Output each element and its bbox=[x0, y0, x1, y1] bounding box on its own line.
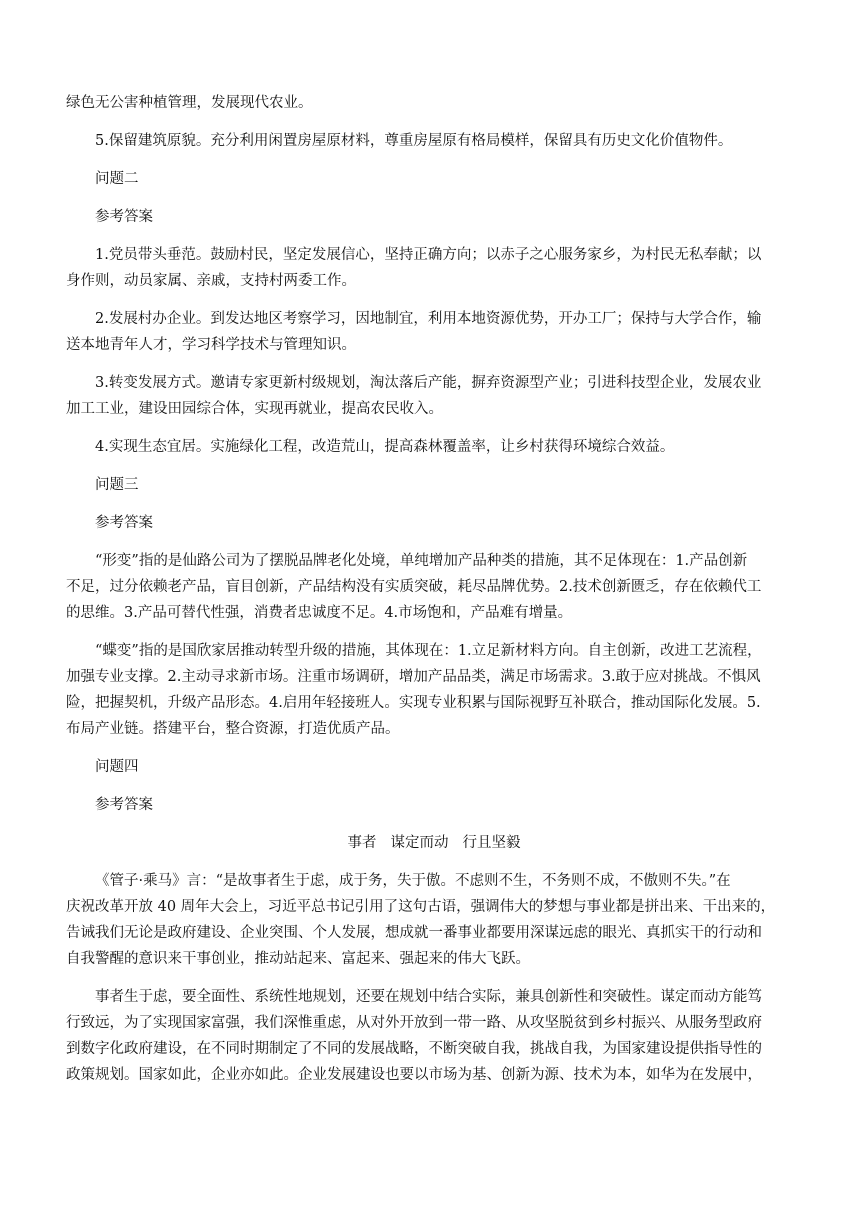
paragraph-continuation bbox=[66, 90, 802, 116]
paragraph-item-5 bbox=[66, 128, 802, 154]
text-line: 3.转变发展方式。邀请专家更新村级规划，淘汰落后产能，摒弃资源型产业；引进科技型企业，发展农业 bbox=[95, 375, 762, 391]
text-line: 布局产业链。搭建平台，整合资源，打造优质产品。 bbox=[66, 721, 400, 737]
text-line: 加强专业支撑。2.主动寻求新市场。注重市场调研，增加产品品类，满足市场需求。3.敢于应对挑战。不惧风 bbox=[66, 669, 761, 685]
paragraph-q2-item-4 bbox=[66, 434, 802, 460]
text-line: “形变”指的是仙路公司为了摆脱品牌老化处境，单纯增加产品种类的措施，其不足体现在：1.产品创新 bbox=[95, 553, 748, 569]
question-heading-2: 问题二 bbox=[95, 171, 139, 187]
text-line: 的思维。3.产品可替代性强，消费者忠诚度不足。4.市场饱和，产品难有增量。 bbox=[66, 605, 573, 621]
text-line: 1.党员带头垂范。鼓励村民，坚定发展信心，坚持正确方向；以赤子之心服务家乡，为村民无私奉献；以 bbox=[95, 247, 762, 263]
paragraph-xingbian bbox=[66, 548, 802, 626]
text-line: 到数字化政府建设，在不同时期制定了不同的发展战略，不断突破自我，挑战自我，为国家建设提供指导性的 bbox=[66, 1041, 762, 1057]
text-line: “蝶变”指的是国欣家居推动转型升级的措施，其体现在：1.立足新材料方向。自主创新，改进工艺流程， bbox=[95, 643, 762, 659]
text-line: 送本地青年人才，学习科学技术与管理知识。 bbox=[66, 337, 356, 353]
text-line: 加工工业，建设田园综合体，实现再就业，提高农民收入。 bbox=[66, 401, 443, 417]
text-line: 绿色无公害种植管理，发展现代农业。 bbox=[66, 95, 313, 111]
answer-label-3: 参考答案 bbox=[95, 515, 153, 531]
essay-title bbox=[66, 830, 802, 856]
essay-paragraph-1 bbox=[66, 868, 802, 972]
text-line: 身作则，动员家属、亲戚，支持村两委工作。 bbox=[66, 273, 356, 289]
text-line: 政策规划。国家如此，企业亦如此。企业发展建设也要以市场为基、创新为源、技术为本，如华为在发展中， bbox=[66, 1067, 762, 1083]
essay-paragraph-2 bbox=[66, 984, 802, 1088]
text-line: 自我警醒的意识来干事创业，推动站起来、富起来、强起来的伟大飞跃。 bbox=[66, 951, 530, 967]
paragraph-q2-item-3 bbox=[66, 370, 802, 422]
question-heading-4: 问题四 bbox=[95, 759, 139, 775]
text-line: 行致远，为了实现国家富强，我们深惟重虑，从对外开放到一带一路、从攻坚脱贫到乡村振兴、从服务型政府 bbox=[66, 1015, 762, 1031]
answer-label-2: 参考答案 bbox=[95, 209, 153, 225]
text-line: 庆祝改革开放 40 周年大会上，习近平总书记引用了这句古语，强调伟大的梦想与事业都是拼出来、干出来的， bbox=[66, 899, 776, 915]
paragraph-diebian bbox=[66, 638, 802, 742]
essay-title-part-1: 事者 bbox=[347, 835, 377, 851]
text-line: 4.实现生态宜居。实施绿化工程，改造荒山，提高森林覆盖率，让乡村获得环境综合效益。 bbox=[95, 439, 675, 455]
text-line: 事者生于虑，要全面性、系统性地规划，还要在规划中结合实际，兼具创新性和突破性。谋定而动方能笃 bbox=[95, 989, 762, 1005]
paragraph-q2-item-2 bbox=[66, 306, 802, 358]
text-line: 险，把握契机，升级产品形态。4.启用年轻接班人。实现专业积累与国际视野互补联合，推动国际化发展。5. bbox=[66, 695, 761, 711]
document-body bbox=[66, 90, 802, 1088]
text-line: 告诫我们无论是政府建设、企业突围、个人发展，想成就一番事业都要用深谋远虑的眼光、真抓实干的行动和 bbox=[66, 925, 762, 941]
text-line: 不足，过分依赖老产品，盲目创新，产品结构没有实质突破，耗尽品牌优势。2.技术创新匮乏，存在依赖代工 bbox=[66, 579, 762, 595]
answer-label-4: 参考答案 bbox=[95, 797, 153, 813]
essay-title-part-3: 行且坚毅 bbox=[462, 835, 521, 851]
text-line: 5.保留建筑原貌。充分利用闲置房屋原材料，尊重房屋原有格局模样，保留具有历史文化价值物件。 bbox=[95, 133, 733, 149]
paragraph-q2-item-1 bbox=[66, 242, 802, 294]
text-line: 2.发展村办企业。到发达地区考察学习，因地制宜，利用本地资源优势，开办工厂；保持与大学合作，输 bbox=[95, 311, 762, 327]
question-heading-3: 问题三 bbox=[95, 477, 139, 493]
essay-title-part-2: 谋定而动 bbox=[390, 835, 449, 851]
text-line: 《管子·乘马》言：“是故事者生于虑，成于务，失于傲。不虑则不生，不务则不成，不傲则不失。”在 bbox=[95, 873, 731, 889]
